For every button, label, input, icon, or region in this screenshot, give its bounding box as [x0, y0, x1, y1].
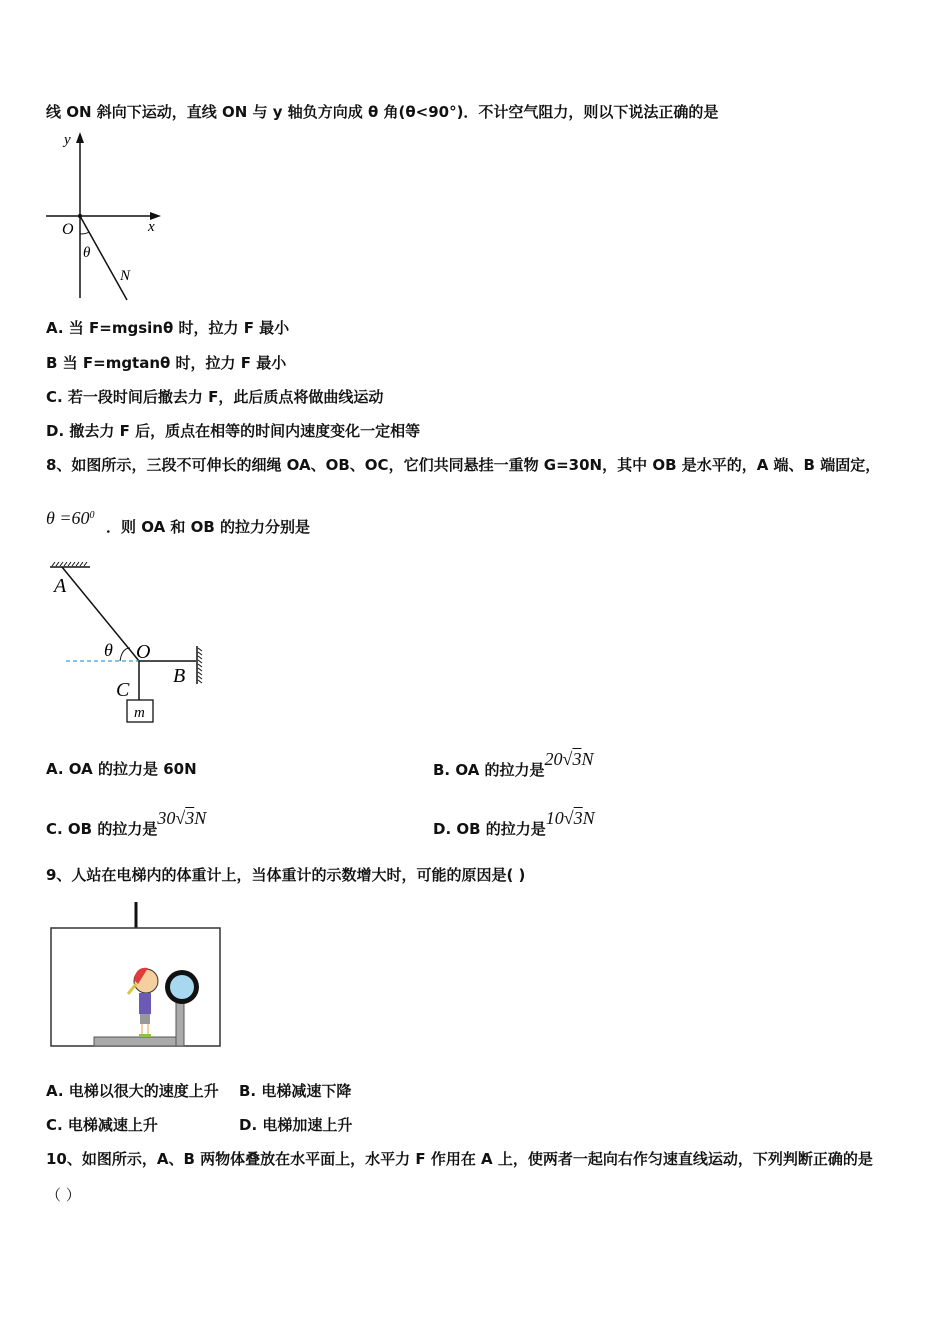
point-b-label: B: [173, 665, 186, 687]
q7-stem: 线 ON 斜向下运动，直线 ON 与 y 轴负方向成 θ 角(θ<90°)．不计空气阻力，则以下说法正确的是: [46, 103, 719, 121]
q10-answer-paren: （ ）: [46, 1186, 81, 1204]
x-axis-label: x: [148, 219, 155, 235]
option-text: A. OA 的拉力是 60N: [46, 760, 197, 778]
q8-option-b[interactable]: [433, 749, 594, 780]
q9-option-a[interactable]: A. 电梯以很大的速度上升: [46, 1082, 219, 1100]
q10-stem: 10、如图所示，A、B 两物体叠放在水平面上，水平力 F 作用在 A 上，使两者一起向右作匀速直线运动，下列判断正确的是: [46, 1150, 873, 1168]
theta-expression: θ =60: [46, 508, 90, 528]
q9-option-b[interactable]: B. 电梯减速下降: [239, 1082, 352, 1100]
option-text: C. OB 的拉力是: [46, 820, 158, 838]
n-label: N: [120, 268, 131, 284]
origin-label: O: [62, 221, 74, 238]
q8-theta: [46, 506, 95, 529]
option-text: B. OA 的拉力是: [433, 761, 545, 779]
mass-label: m: [134, 705, 145, 721]
q9-option-d[interactable]: D. 电梯加速上升: [239, 1116, 353, 1134]
q7-option-a[interactable]: A. 当 F=mgsinθ 时，拉力 F 最小: [46, 319, 290, 337]
q9-stem: 9、人站在电梯内的体重计上，当体重计的示数增大时，可能的原因是( ): [46, 866, 526, 884]
option-value: 30√3N: [157, 808, 207, 828]
q8-figure: [46, 560, 216, 730]
theta-label: θ: [104, 640, 113, 660]
option-value: 20√3N: [544, 749, 594, 769]
option-text: D. OB 的拉力是: [433, 820, 546, 838]
theta-label: θ: [83, 245, 91, 261]
q8-option-d[interactable]: [433, 808, 595, 839]
y-arrow-icon: [76, 132, 84, 143]
q9-option-c[interactable]: C. 电梯减速上升: [46, 1116, 158, 1134]
q7-option-c[interactable]: C. 若一段时间后撤去力 F，此后质点将做曲线运动: [46, 388, 384, 406]
point-a-label: A: [54, 575, 67, 597]
y-axis-label: y: [64, 132, 71, 148]
q8-option-a[interactable]: [46, 759, 197, 779]
point-o-label: O: [136, 641, 151, 663]
point-c-label: C: [116, 679, 130, 701]
theta-degree: 0: [89, 510, 95, 521]
q7-figure: [44, 128, 174, 308]
option-value: 10√3N: [545, 808, 595, 828]
q7-option-d[interactable]: D. 撤去力 F 后，质点在相等的时间内速度变化一定相等: [46, 422, 421, 440]
q8-stem: 8、如图所示，三段不可伸长的细绳 OA、OB、OC，它们共同悬挂一重物 G=30N，其中 OB 是水平的，A 端、B 端固定，: [46, 456, 881, 474]
q8-option-c[interactable]: [46, 808, 207, 839]
q8-stem2: ．则 OA 和 OB 的拉力分别是: [106, 518, 311, 536]
q7-option-b[interactable]: B 当 F=mgtanθ 时，拉力 F 最小: [46, 354, 287, 372]
elevator-figure: [48, 900, 228, 1050]
